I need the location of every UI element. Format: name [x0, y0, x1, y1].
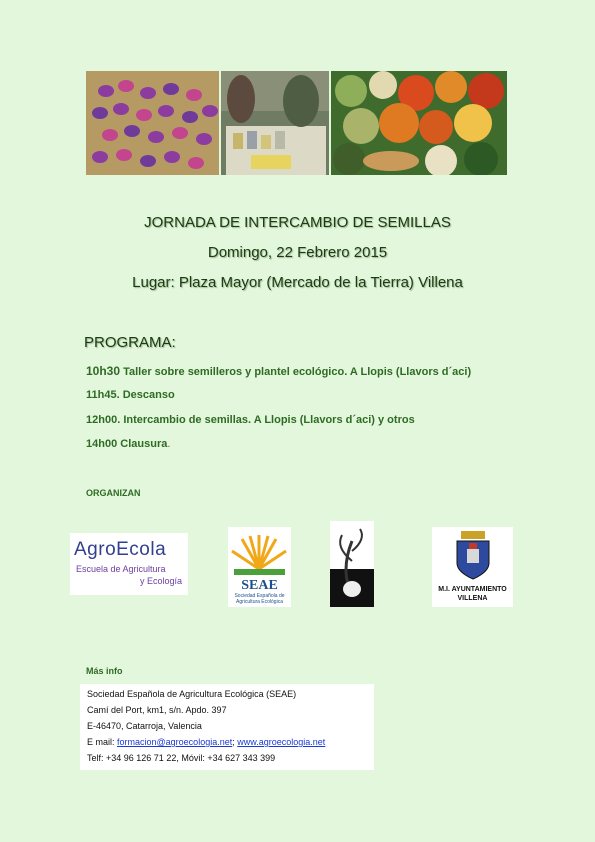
programa-heading: PROGRAMA: [84, 334, 176, 351]
programa-text: Descanso [122, 389, 175, 401]
contact-org: Sociedad Española de Agricultura Ecológica (SEAE) [87, 689, 297, 699]
event-date: Domingo, 22 Febrero 2015 [207, 244, 388, 261]
agroecola-subtitle-1: Escuela de Agricultura [76, 564, 166, 574]
header-photo-strip [86, 71, 507, 175]
event-place: Lugar: Plaza Mayor (Mercado de la Tierra) Villena [132, 274, 463, 291]
sun-icon [228, 527, 291, 577]
agroecola-subtitle-2: y Ecología [139, 576, 182, 586]
contact-phones: Telf: +34 96 126 71 22, Móvil: +34 627 343 399 [87, 753, 276, 763]
programa-item [86, 389, 175, 401]
agroecola-name: AgroEcola [74, 539, 167, 560]
programa-item [86, 364, 471, 378]
plant-icon [330, 521, 374, 607]
ayuntamiento-line-2: VILLENA [457, 595, 488, 602]
agroecola-logo [70, 533, 188, 595]
website-link[interactable]: www.agroecologia.net [237, 737, 326, 747]
plant-logo [330, 521, 374, 607]
seae-logo [228, 527, 291, 607]
contact-email-line [87, 737, 325, 747]
seed-exchange-photo [221, 71, 329, 175]
organizan-label: ORGANIZAN [86, 488, 141, 498]
beans-photo [86, 71, 219, 175]
ayuntamiento-logo [432, 527, 513, 607]
vegetables-photo [331, 71, 507, 175]
ayuntamiento-line-1: M.I. AYUNTAMIENTO [438, 586, 507, 593]
programa-item [86, 438, 170, 450]
ayuntamiento-name [432, 585, 513, 603]
contact-address-2: E-46470, Catarroja, Valencia [87, 721, 202, 731]
email-prefix: E mail: [87, 737, 118, 747]
programa-text: Intercambio de semillas. A Llopis (Llavors d´aci) y otros [123, 414, 415, 426]
programa-suffix: . [167, 438, 171, 450]
seae-subtitle: Sociedad Española de Agricultura Ecológica [234, 593, 285, 605]
mas-info-label: Más info [86, 666, 123, 676]
contact-address-1: Camí del Port, km1, s/n. Apdo. 397 [87, 705, 227, 715]
seae-name: SEAE [241, 578, 278, 593]
contact-box [80, 684, 374, 770]
event-title: JORNADA DE INTERCAMBIO DE SEMILLAS [144, 214, 451, 231]
programa-time: 14h00 [86, 438, 118, 450]
programa-item [86, 414, 415, 426]
email-link[interactable]: formacion@agroecologia.net [117, 737, 233, 747]
programa-time: 11h45. [86, 389, 120, 401]
programa-time: 10h30 [86, 364, 121, 378]
programa-time: 12h00. [86, 414, 121, 426]
separator: ; [232, 737, 238, 747]
coat-of-arms-icon [432, 527, 513, 583]
programa-text: Taller sobre semilleros y plantel ecológico. A Llopis (Llavors d´aci) [123, 366, 472, 378]
programa-text: Clausura [120, 438, 168, 450]
